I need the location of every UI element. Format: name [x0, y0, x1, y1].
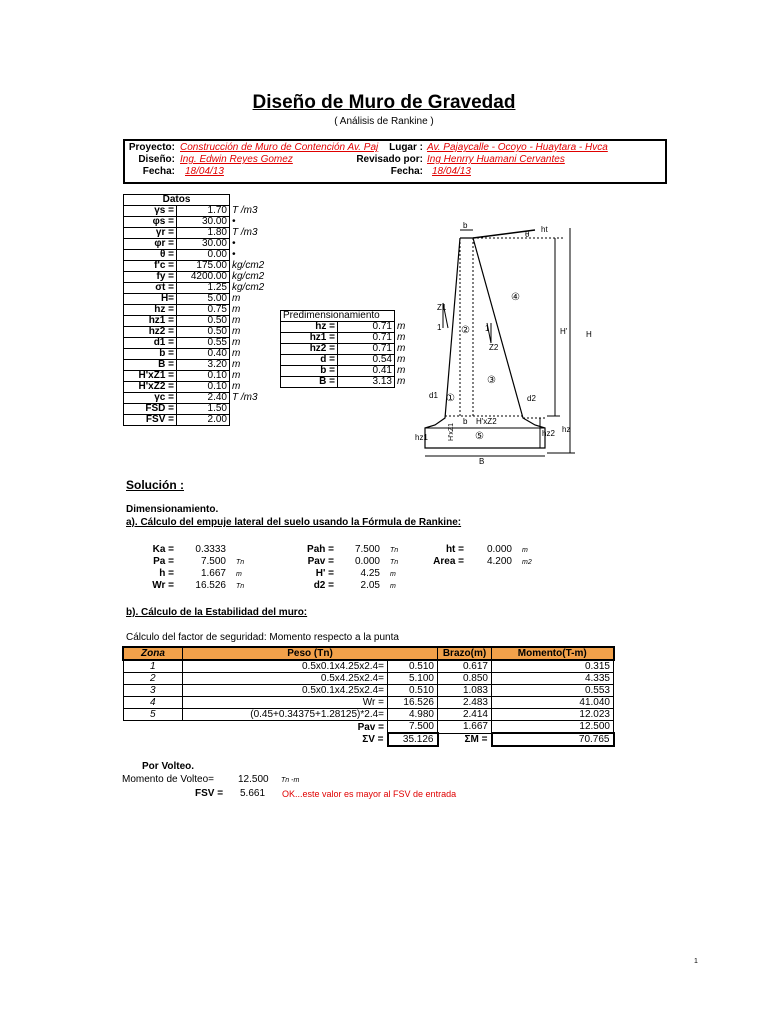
pav-peso: 7.500	[388, 721, 438, 734]
datos-label: H=	[124, 294, 177, 305]
diseno-label: Diseño:	[138, 154, 175, 165]
label-zone-4: ④	[511, 292, 520, 303]
datos-row	[124, 360, 271, 371]
predim-unit: m	[397, 354, 406, 365]
volteo-label: Momento de Volteo=	[122, 774, 215, 785]
predim-row	[281, 377, 420, 388]
datos-row	[124, 382, 271, 393]
predim-value: 0.54	[338, 355, 395, 366]
datos-unit: m	[232, 348, 241, 359]
cell-momento: 0.553	[492, 685, 614, 697]
datos-value: 175.00	[177, 261, 230, 272]
col-header-brazo: Brazo(m)	[438, 647, 492, 660]
datos-table	[123, 194, 271, 426]
datos-unit: T /m3	[232, 227, 258, 238]
datos-label: σt =	[124, 283, 177, 294]
rankine-value: 16.526	[195, 580, 226, 591]
datos-label: hz =	[124, 305, 177, 316]
label-H: H	[586, 330, 592, 339]
predim-row	[281, 322, 420, 333]
rankine-col-3	[420, 544, 532, 568]
fecha2-value: 18/04/13	[432, 166, 471, 177]
rankine-label: Pav =	[307, 556, 334, 567]
cell-peso: 4.980	[388, 709, 438, 721]
rankine-unit: Tn	[236, 583, 245, 590]
label-zone-1: ①	[446, 393, 455, 404]
rankine-row	[126, 544, 244, 556]
datos-row	[124, 228, 271, 239]
predim-label: hz2 =	[281, 344, 338, 355]
project-info-box	[123, 139, 667, 184]
lugar-label: Lugar :	[389, 142, 423, 153]
datos-value: 0.55	[177, 338, 230, 349]
datos-value: 2.00	[177, 415, 230, 426]
cell-brazo: 0.850	[438, 673, 492, 685]
predim-value: 3.13	[338, 377, 395, 388]
fsv-value: 5.661	[240, 788, 266, 799]
rankine-value: 4.200	[486, 556, 512, 567]
datos-value: 0.50	[177, 327, 230, 338]
cell-momento: 0.315	[492, 660, 614, 673]
col-header-peso: Peso (Tn)	[183, 647, 438, 660]
rankine-unit: m	[390, 571, 396, 578]
rankine-unit: m	[390, 583, 396, 590]
datos-unit: kg/cm2	[232, 260, 265, 271]
rankine-value: 7.500	[354, 544, 380, 555]
datos-unit: m	[232, 337, 241, 348]
sum-row	[123, 733, 614, 746]
label-hz2: hz2	[542, 429, 555, 438]
datos-label: γs =	[124, 206, 177, 217]
rankine-value: 0.3333	[195, 544, 226, 555]
cell-brazo: 1.083	[438, 685, 492, 697]
rankine-value: 2.05	[360, 580, 380, 591]
cell-peso: 0.510	[388, 660, 438, 673]
datos-row	[124, 338, 271, 349]
datos-value: 30.00	[177, 239, 230, 250]
datos-row	[124, 327, 271, 338]
table-row	[123, 673, 614, 685]
datos-row	[124, 294, 271, 305]
datos-unit: •	[232, 216, 236, 227]
datos-unit: kg/cm2	[232, 271, 265, 282]
label-theta: θ	[525, 230, 530, 239]
datos-value: 0.10	[177, 382, 230, 393]
page-number: 1	[694, 958, 698, 965]
fsv-label: FSV =	[195, 788, 224, 799]
datos-value: 2.40	[177, 393, 230, 404]
predim-label: b =	[281, 366, 338, 377]
predim-value: 0.41	[338, 366, 395, 377]
predim-label: d =	[281, 355, 338, 366]
predim-unit: m	[397, 365, 406, 376]
predim-value: 0.71	[338, 333, 395, 344]
rankine-label: ht =	[445, 544, 464, 555]
datos-unit: •	[232, 249, 236, 260]
sv-value: 35.126	[388, 733, 438, 746]
predim-row	[281, 333, 420, 344]
datos-label: d1 =	[124, 338, 177, 349]
datos-value: 4200.00	[177, 272, 230, 283]
label-B: B	[479, 457, 485, 466]
cell-momento: 12.023	[492, 709, 614, 721]
rankine-row	[420, 544, 532, 556]
rankine-label: h =	[159, 568, 174, 579]
fecha-label: Fecha:	[142, 166, 175, 177]
rankine-col-2	[280, 544, 398, 592]
datos-unit: m	[232, 304, 241, 315]
rankine-row	[126, 556, 244, 568]
cell-zona: 3	[123, 685, 183, 697]
page-title: Diseño de Muro de Gravedad	[252, 92, 516, 113]
datos-row	[124, 239, 271, 250]
volteo-unit: Tn -m	[281, 777, 300, 784]
datos-unit: m	[232, 381, 241, 392]
datos-unit: m	[232, 359, 241, 370]
cell-expr: 0.5x4.25x2.4=	[183, 673, 388, 685]
predim-unit: m	[397, 332, 406, 343]
datos-unit: •	[232, 238, 236, 249]
datos-value: 1.80	[177, 228, 230, 239]
datos-row	[124, 305, 271, 316]
datos-value: 0.40	[177, 349, 230, 360]
datos-row	[124, 393, 271, 404]
rankine-label: d2 =	[313, 580, 334, 591]
rankine-value: 4.25	[360, 568, 380, 579]
label-hz: hz	[562, 425, 571, 434]
fecha-value: 18/04/13	[185, 166, 224, 177]
table-row	[123, 709, 614, 721]
datos-unit: T /m3	[232, 392, 258, 403]
solucion-heading: Solución :	[126, 478, 184, 492]
label-hxz1: H'xZ1	[448, 422, 455, 441]
label-hxz2: H'xZ2	[476, 417, 497, 426]
datos-value: 0.75	[177, 305, 230, 316]
datos-value: 0.50	[177, 316, 230, 327]
label-hprime: H'	[560, 327, 568, 336]
predim-value: 0.71	[338, 322, 395, 333]
col-header-zona: Zona	[123, 647, 183, 660]
stability-table	[122, 646, 615, 747]
cell-brazo: 0.617	[438, 660, 492, 673]
datos-header: Datos	[124, 195, 230, 206]
datos-row	[124, 404, 271, 415]
datos-label: hz1 =	[124, 316, 177, 327]
datos-label: b =	[124, 349, 177, 360]
cell-zona: 2	[123, 673, 183, 685]
datos-unit	[230, 415, 271, 426]
rankine-row	[280, 544, 398, 556]
datos-unit: m	[232, 315, 241, 326]
datos-row	[124, 415, 271, 426]
datos-label: FSD =	[124, 404, 177, 415]
dimensionamiento-heading: Dimensionamiento.	[126, 504, 219, 515]
datos-row	[124, 371, 271, 382]
predim-unit: m	[397, 376, 406, 387]
proyecto-value: Construcción de Muro de Contención Av. Paj	[180, 142, 379, 153]
cell-brazo: 2.483	[438, 697, 492, 709]
revisado-label: Revisado por:	[356, 154, 423, 165]
predim-row	[281, 344, 420, 355]
rankine-row	[280, 556, 398, 568]
table-row	[123, 685, 614, 697]
cell-expr: Wr =	[183, 697, 388, 709]
datos-label: H'xZ1 =	[124, 371, 177, 382]
predim-row	[281, 355, 420, 366]
sv-label: ΣV =	[362, 734, 384, 745]
datos-row	[124, 283, 271, 294]
datos-label: hz2 =	[124, 327, 177, 338]
diseno-value: Ing. Edwin Reyes Gomez	[180, 154, 293, 165]
datos-label: fy =	[124, 272, 177, 283]
datos-value: 1.25	[177, 283, 230, 294]
rankine-label: Wr =	[152, 580, 174, 591]
datos-label: γr =	[124, 228, 177, 239]
datos-row	[124, 349, 271, 360]
label-zone-2: ②	[461, 325, 470, 336]
predim-unit: m	[397, 343, 406, 354]
volteo-heading: Por Volteo.	[142, 761, 195, 772]
section-b-title: b). Cálculo de la Estabilidad del muro:	[126, 607, 308, 618]
rankine-row	[126, 568, 244, 580]
datos-row	[124, 316, 271, 327]
cell-momento: 41.040	[492, 697, 614, 709]
page-subtitle: ( Análisis de Rankine )	[334, 116, 434, 127]
predim-label: hz =	[281, 322, 338, 333]
wall-diagram	[415, 218, 600, 468]
rankine-col-1	[126, 544, 244, 592]
datos-value: 0.00	[177, 250, 230, 261]
proyecto-label: Proyecto:	[128, 142, 175, 153]
cell-expr: (0.45+0.34375+1.28125)*2.4=	[183, 709, 388, 721]
revisado-value: Ing Henrry Huamani Cervantes	[427, 154, 565, 165]
rankine-unit: Tn	[390, 559, 399, 566]
datos-row	[124, 272, 271, 283]
rankine-label: Area =	[433, 556, 464, 567]
rankine-row	[420, 556, 532, 568]
datos-label: φr =	[124, 239, 177, 250]
col-header-momento: Momento(T-m)	[492, 647, 614, 660]
rankine-unit: Tn	[390, 547, 399, 554]
fecha2-label: Fecha:	[390, 166, 423, 177]
datos-label: φs =	[124, 217, 177, 228]
datos-label: θ =	[124, 250, 177, 261]
cell-expr: 0.5x0.1x4.25x2.4=	[183, 660, 388, 673]
rankine-value: 7.500	[200, 556, 226, 567]
rankine-label: Pa =	[153, 556, 174, 567]
rankine-row	[280, 580, 398, 592]
predim-row	[281, 366, 420, 377]
cell-peso: 0.510	[388, 685, 438, 697]
datos-value: 30.00	[177, 217, 230, 228]
label-ht: ht	[541, 225, 548, 234]
predim-label: B =	[281, 377, 338, 388]
cell-peso: 5.100	[388, 673, 438, 685]
volteo-value: 12.500	[238, 774, 269, 785]
label-z1: Z1	[437, 303, 447, 312]
datos-value: 5.00	[177, 294, 230, 305]
datos-row	[124, 261, 271, 272]
datos-unit: m	[232, 293, 241, 304]
cell-zona: 4	[123, 697, 183, 709]
datos-label: B =	[124, 360, 177, 371]
pav-row	[123, 721, 614, 734]
table-row	[123, 697, 614, 709]
sm-label: ΣM =	[464, 734, 488, 746]
datos-unit: T /m3	[232, 205, 258, 216]
cell-zona: 1	[123, 660, 183, 673]
pav-momento: 12.500	[492, 721, 614, 734]
rankine-label: Ka =	[152, 544, 174, 555]
datos-value: 0.10	[177, 371, 230, 382]
label-b-bottom: b	[463, 417, 468, 426]
label-zone-3: ③	[487, 375, 496, 386]
cell-expr: 0.5x0.1x4.25x2.4=	[183, 685, 388, 697]
predim-unit: m	[397, 321, 406, 332]
rankine-unit: m2	[522, 559, 532, 566]
cell-momento: 4.335	[492, 673, 614, 685]
label-1b: 1	[485, 324, 490, 333]
label-zone-5: ⑤	[475, 431, 484, 442]
datos-label: f'c =	[124, 261, 177, 272]
rankine-unit: m	[236, 571, 242, 578]
label-hz1: hz1	[415, 433, 428, 442]
datos-unit: m	[232, 370, 241, 381]
rankine-label: H' =	[315, 568, 334, 579]
datos-label: H'xZ2 =	[124, 382, 177, 393]
label-d1: d1	[429, 391, 438, 400]
cell-zona: 5	[123, 709, 183, 721]
predim-header: Predimensionamiento	[281, 311, 395, 322]
label-d2: d2	[527, 394, 536, 403]
rankine-row	[126, 580, 244, 592]
lugar-value: Av. Pajaycalle - Ocoyo - Huaytara - Hvca	[427, 142, 608, 153]
rankine-label: Pah =	[307, 544, 334, 555]
label-1a: 1	[437, 323, 442, 332]
datos-row	[124, 250, 271, 261]
cell-brazo: 2.414	[438, 709, 492, 721]
section-b-subtitle: Cálculo del factor de seguridad: Momento respecto a la punta	[126, 632, 399, 643]
pav-brazo: 1.667	[438, 721, 492, 734]
rankine-unit: Tn	[236, 559, 245, 566]
datos-value: 1.50	[177, 404, 230, 415]
predim-table	[280, 310, 420, 388]
fsv-message: OK...este valor es mayor al FSV de entrada	[282, 789, 457, 799]
rankine-unit: m	[522, 547, 528, 554]
datos-value: 1.70	[177, 206, 230, 217]
datos-row	[124, 217, 271, 228]
rankine-value: 0.000	[486, 544, 512, 555]
predim-label: hz1 =	[281, 333, 338, 344]
label-z2: Z2	[489, 343, 499, 352]
datos-row	[124, 206, 271, 217]
table-row	[123, 660, 614, 673]
datos-unit	[230, 404, 271, 415]
section-a-title: a). Cálculo del empuje lateral del suelo usando la Fórmula de Rankine:	[126, 517, 462, 528]
label-b-top: b	[463, 221, 468, 230]
pav-label: Pav =	[357, 721, 384, 733]
rankine-row	[280, 568, 398, 580]
cell-peso: 16.526	[388, 697, 438, 709]
datos-label: γc =	[124, 393, 177, 404]
datos-unit: kg/cm2	[232, 282, 265, 293]
datos-unit: m	[232, 326, 241, 337]
rankine-value: 1.667	[200, 568, 226, 579]
datos-value: 3.20	[177, 360, 230, 371]
datos-label: FSV =	[124, 415, 177, 426]
predim-value: 0.71	[338, 344, 395, 355]
sm-value: 70.765	[492, 733, 614, 746]
rankine-value: 0.000	[354, 556, 380, 567]
